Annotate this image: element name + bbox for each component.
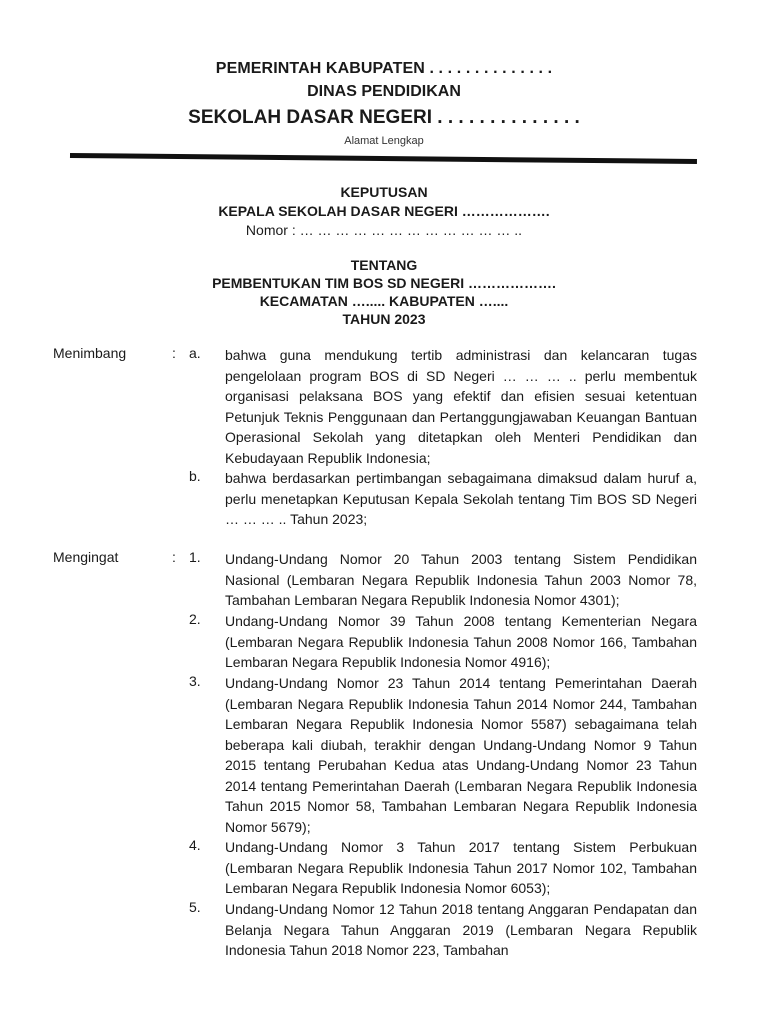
decree-subject-line-2: KECAMATAN …..... KABUPATEN ….... — [259, 293, 509, 309]
decree-title: KEPUTUSAN — [340, 184, 428, 200]
section-colon: : — [172, 345, 176, 361]
list-item-marker: 1. — [189, 549, 201, 565]
list-item-text: bahwa berdasarkan pertimbangan sebagaimana dimaksud dalam huruf a, perlu menetapkan Keputusan Kepala Sekolah tentang Tim BOS SD Negeri … … … .. Tahun 2023; — [225, 470, 697, 527]
list-item-text: Undang-Undang Nomor 12 Tahun 2018 tentang Anggaran Pendapatan dan Belanja Negara Tahun Anggaran 2019 (Lembaran Negara Republik Indonesia Tahun 2018 Nomor 223, Tambahan — [225, 901, 697, 958]
list-item-text: Undang-Undang Nomor 23 Tahun 2014 tentang Pemerintahan Daerah (Lembaran Negara Republik Indonesia Tahun 2014 Nomor 244, Tambahan Lembaran Negara Republik Indonesia Nomor 5587) sebagaimana telah beberapa kali diubah, terakhir dengan Undang-Undang Nomor 9 Tahun 2015 tentang Perubahan Kedua atas Undang-Undang Nomor 23 Tahun 2014 tentang Pemerintahan Daerah (Lembaran Negara Republik Indonesia Tahun 2015 Nomor 58, Tambahan Lembaran Negara Republik Indonesia Nomor 5679); — [225, 675, 697, 835]
list-item-marker: 5. — [189, 899, 201, 915]
letterhead-department: DINAS PENDIDIKAN — [307, 83, 461, 100]
decree-number: Nomor : … … … … … … … … … … … … .. — [245, 222, 523, 238]
section-colon: : — [172, 549, 176, 565]
letterhead-divider — [70, 153, 697, 164]
section-label: Mengingat — [53, 549, 119, 565]
letterhead-government: PEMERINTAH KABUPATEN . . . . . . . . . . . . . . — [215, 60, 553, 77]
letterhead-address: Alamat Lengkap — [344, 135, 424, 147]
decree-subject-line-3: TAHUN 2023 — [342, 311, 426, 327]
list-item-text: Undang-Undang Nomor 39 Tahun 2008 tentang Kementerian Negara (Lembaran Negara Republik Indonesia Tahun 2008 Nomor 166, Tambahan Lembaran Negara Republik Indonesia Nomor 4916); — [225, 613, 697, 670]
list-item-marker: 2. — [189, 611, 201, 627]
list-item-marker: a. — [189, 345, 201, 361]
list-item-text: Undang-Undang Nomor 3 Tahun 2017 tentang Sistem Perbukuan (Lembaran Negara Republik Indonesia Tahun 2017 Nomor 102, Tambahan Lembaran Negara Republik Indonesia Nomor 6053); — [225, 839, 697, 896]
section-label: Menimbang — [53, 345, 127, 361]
list-item-marker: 3. — [189, 673, 201, 689]
list-item-marker: 4. — [189, 837, 201, 853]
list-item-text: Undang-Undang Nomor 20 Tahun 2003 tentang Sistem Pendidikan Nasional (Lembaran Negara Republik Indonesia Tahun 2003 Nomor 78, Tambahan Lembaran Negara Republik Indonesia Nomor 4301); — [225, 551, 697, 608]
letterhead-school: SEKOLAH DASAR NEGERI . . . . . . . . . . . . . . — [188, 107, 580, 128]
decree-issuer: KEPALA SEKOLAH DASAR NEGERI ………………. — [218, 203, 550, 219]
list-item-text: bahwa guna mendukung tertib administrasi dan kelancaran tugas pengelolaan program BOS di SD Negeri … … … .. perlu membentuk organisasi pelaksana BOS yang efektif dan efisien sesuai ketentuan Petunjuk Teknis Penggunaan dan Pertanggungjawaban Keuangan Bantuan Operasional Sekolah yang ditetapkan oleh Menteri Pendidikan dan Kebudayaan Republik Indonesia; — [225, 347, 697, 466]
decree-subject-line-1: PEMBENTUKAN TIM BOS SD NEGERI ………………. — [212, 275, 556, 291]
decree-about: TENTANG — [350, 257, 418, 273]
list-item-marker: b. — [189, 468, 201, 484]
